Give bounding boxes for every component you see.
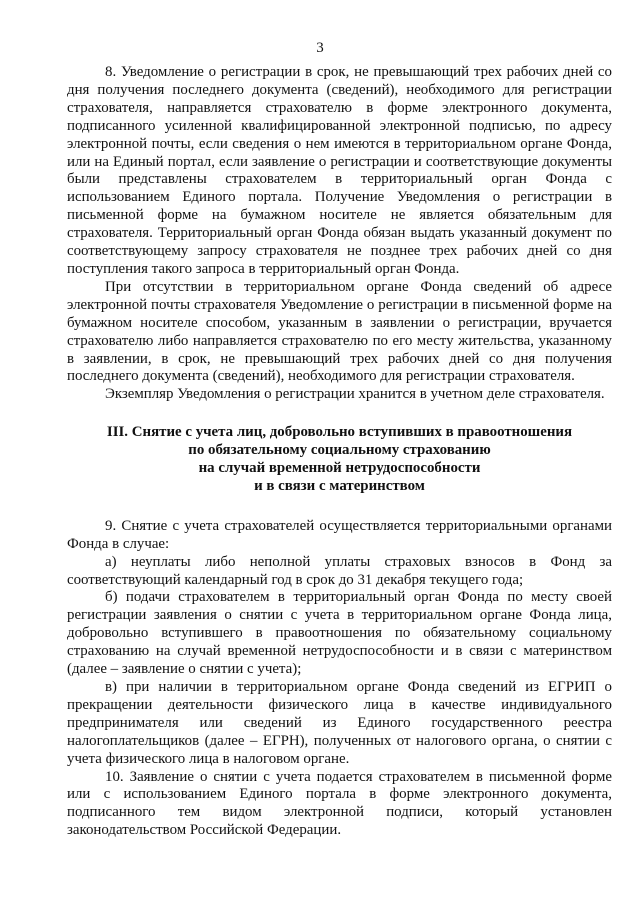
paragraph-10: 10. Заявление о снятии с учета подается страхователем в письменной форме или с использованием Единого портала в форме электронного документа, подписанного тем видом электронной подписи, который установлен законодательством Российской Федерации.: [67, 768, 612, 839]
document-body: [67, 64, 612, 840]
paragraph-no-email: При отсутствии в территориальном органе Фонда сведений об адресе электронной почты страхователя Уведомление о регистрации в письменной форме на бумажном носителе способом, указанным в заявлении о регистрации, вручается страхователю либо направляется страхователю по его месту жительства, указанному в заявлении, в срок, не превышающий трех рабочих дней со дня получения последнего документа (сведений), необходимого для регистрации страхователя.: [67, 278, 612, 385]
section-heading: [67, 424, 612, 496]
paragraph-copy-storage: Экземпляр Уведомления о регистрации хранится в учетном деле страхователя.: [105, 386, 605, 403]
paragraph-9b: б) подачи страхователем в территориальный орган Фонда по месту своей регистрации заявления о снятии с учета в территориальном органе Фонда лица, добровольно вступившего в правоотношения по обязательному социальному страхованию на случай временной нетрудоспособности и в связи с материнством (далее – заявление о снятии с учета);: [67, 589, 612, 678]
heading-line-1: III. Снятие с учета лиц, добровольно вступивших в правоотношения: [106, 424, 573, 441]
heading-line-4: и в связи с материнством: [254, 477, 425, 494]
paragraph-9a: а) неуплаты либо неполной уплаты страховых взносов в Фонд за соответствующий календарный год в срок до 31 декабря текущего года;: [67, 553, 612, 588]
paragraph-8: 8. Уведомление о регистрации в срок, не превышающий трех рабочих дней со дня получения последнего документа (сведений), необходимого для регистрации страхователя, направляется страхователю в форме электронного документа, подписанного усиленной квалифицированной электронной подписью, по адресу электронной почты, если сведения о нем имеются в территориальном органе Фонда, или на Единый портал, если заявление о регистрации и соответствующие документы были представлены страхователем в территориальный орган Фонда с использованием Единого портала. Получение Уведомления о регистрации в письменной форме на бумажном носителе не является обязательным для страхователя. Территориальный орган Фонда обязан выдать указанный документ по соответствующему запросу страхователя не позднее трех рабочих дней со дня поступления такого запроса в территориальный орган Фонда.: [67, 64, 612, 277]
paragraph-9: 9. Снятие с учета страхователей осуществляется территориальными органами Фонда в случае:: [67, 517, 612, 552]
page-number: 3: [316, 40, 324, 56]
paragraph-9c: в) при наличии в территориальном органе Фонда сведений из ЕГРИП о прекращении деятельности физического лица в качестве индивидуального предпринимателя или сведений из Единого государственного реестра налогоплательщиков (далее – ЕГРН), полученных от налогового органа, о снятии с учета физического лица в налоговом органе.: [67, 679, 612, 767]
heading-line-3: на случай временной нетрудоспособности: [198, 460, 481, 477]
heading-line-2: по обязательному социальному страхованию: [188, 442, 491, 459]
